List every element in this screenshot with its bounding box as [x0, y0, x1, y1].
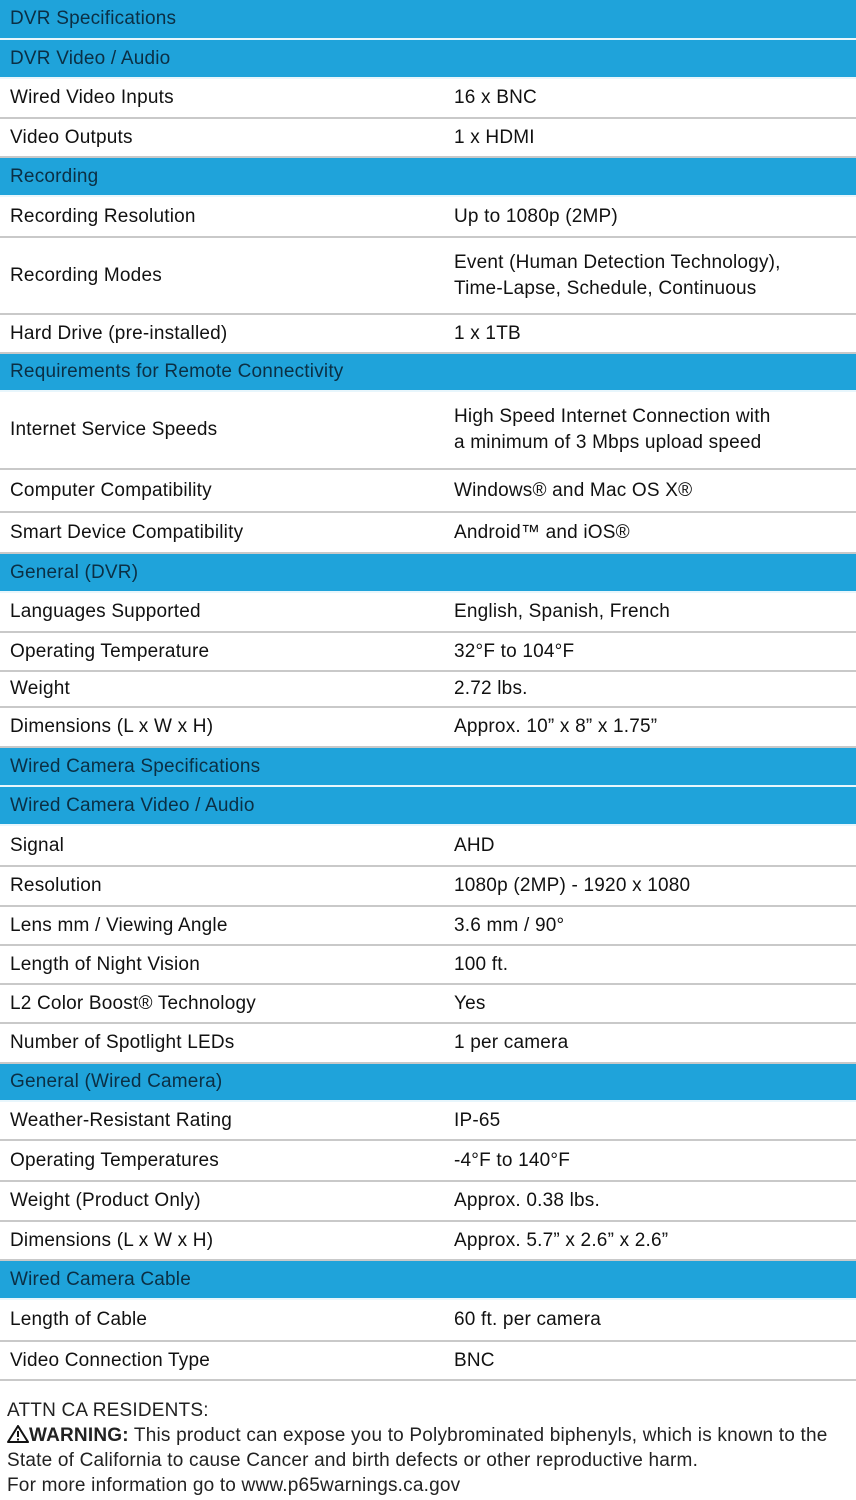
warning-label: WARNING: [29, 1425, 129, 1446]
section-header-title: Wired Camera Video / Audio [10, 794, 255, 816]
spec-value: English, Spanish, French [454, 601, 671, 622]
spec-row [0, 1024, 856, 1064]
spec-row [0, 672, 856, 708]
section-header [0, 554, 856, 593]
spec-row [0, 1182, 856, 1222]
spec-row [0, 1222, 856, 1261]
spec-row [0, 1102, 856, 1141]
spec-value: Android™ and iOS® [454, 521, 630, 543]
spec-label: Length of Night Vision [10, 953, 200, 975]
spec-label: Recording Resolution [10, 205, 196, 227]
section-header [0, 158, 856, 197]
spec-value: AHD [454, 834, 495, 856]
spec-value: 1 per camera [454, 1032, 569, 1053]
spec-value: Windows® and Mac OS X® [454, 479, 693, 501]
spec-row [0, 593, 856, 633]
spec-label: Computer Compatibility [10, 479, 212, 501]
spec-label: Dimensions (L x W x H) [10, 1229, 214, 1251]
warning-heading: ATTN CA RESIDENTS: [7, 1400, 209, 1421]
spec-value: IP-65 [454, 1109, 501, 1131]
section-header [0, 748, 856, 787]
spec-label: Dimensions (L x W x H) [10, 716, 214, 737]
spec-row [0, 315, 856, 354]
spec-value: 60 ft. per camera [454, 1309, 602, 1330]
warning-body [7, 1423, 847, 1473]
warning-more-info: For more information go to www.p65warnings.ca.gov [7, 1475, 461, 1496]
ca-warning [7, 1398, 847, 1498]
spec-label: Video Connection Type [10, 1349, 210, 1371]
spec-row [0, 79, 856, 119]
spec-value: BNC [454, 1349, 495, 1371]
section-header-title: DVR Specifications [10, 8, 177, 29]
spec-value: Approx. 0.38 lbs. [454, 1190, 600, 1211]
spec-label: Length of Cable [10, 1309, 148, 1330]
spec-value: Approx. 10” x 8” x 1.75” [454, 716, 658, 737]
spec-row [0, 708, 856, 748]
spec-value: 100 ft. [454, 953, 509, 975]
spec-row [0, 867, 856, 907]
spec-value: 3.6 mm / 90° [454, 914, 565, 936]
spec-row [0, 1141, 856, 1182]
spec-value: Up to 1080p (2MP) [454, 205, 618, 227]
spec-row [0, 1300, 856, 1342]
spec-label: Video Outputs [10, 126, 133, 148]
section-header-title: Wired Camera Specifications [10, 755, 261, 777]
spec-value: Yes [454, 992, 486, 1014]
spec-label: Operating Temperatures [10, 1149, 219, 1171]
spec-label: Internet Service Speeds [10, 419, 218, 440]
spec-value: -4°F to 140°F [454, 1149, 571, 1171]
spec-row [0, 238, 856, 315]
spec-label: Number of Spotlight LEDs [10, 1032, 235, 1053]
spec-row [0, 907, 856, 946]
spec-row [0, 1342, 856, 1381]
spec-row [0, 197, 856, 238]
section-header-title: Wired Camera Cable [10, 1268, 191, 1290]
warning-triangle-icon [7, 1425, 29, 1443]
section-header [0, 0, 856, 40]
spec-label: Signal [10, 834, 65, 856]
section-header [0, 1064, 856, 1102]
spec-label: Resolution [10, 875, 102, 896]
section-header-title: Requirements for Remote Connectivity [10, 361, 344, 382]
section-header-title: General (Wired Camera) [10, 1071, 223, 1092]
spec-value: 32°F to 104°F [454, 640, 575, 662]
spec-value: 2.72 lbs. [454, 678, 528, 699]
spec-row [0, 826, 856, 867]
spec-label: Weight [10, 678, 70, 699]
spec-value: Approx. 5.7” x 2.6” x 2.6” [454, 1229, 669, 1251]
spec-label: Recording Modes [10, 264, 162, 286]
section-header [0, 354, 856, 392]
spec-row [0, 513, 856, 554]
spec-row [0, 633, 856, 672]
spec-label: Smart Device Compatibility [10, 521, 244, 543]
section-header-title: Recording [10, 165, 99, 187]
spec-label: Weather-Resistant Rating [10, 1109, 232, 1131]
spec-row [0, 470, 856, 513]
spec-label: Languages Supported [10, 601, 201, 622]
spec-label: Weight (Product Only) [10, 1190, 201, 1211]
spec-label: Lens mm / Viewing Angle [10, 914, 228, 936]
section-header [0, 1261, 856, 1300]
spec-value: Event (Human Detection Technology), Time-Lapse, Schedule, Continuous [454, 251, 781, 299]
spec-value: 1080p (2MP) - 1920 x 1080 [454, 875, 691, 896]
warning-text: This product can expose you to Polybrominated biphenyls, which is known to the State of California to cause Cancer and birth defects or other reproductive harm. [7, 1425, 828, 1471]
spec-value: 1 x 1TB [454, 322, 521, 344]
spec-label: Operating Temperature [10, 640, 210, 662]
spec-label: Wired Video Inputs [10, 87, 174, 108]
spec-row [0, 392, 856, 470]
section-header [0, 40, 856, 79]
spec-value: High Speed Internet Connection with a minimum of 3 Mbps upload speed [454, 406, 771, 453]
section-header-title: DVR Video / Audio [10, 47, 171, 69]
spec-value: 1 x HDMI [454, 126, 535, 148]
spec-label: L2 Color Boost® Technology [10, 992, 256, 1014]
section-header-title: General (DVR) [10, 561, 139, 583]
section-header [0, 787, 856, 826]
spec-label: Hard Drive (pre-installed) [10, 322, 228, 344]
spec-row [0, 946, 856, 985]
spec-row [0, 119, 856, 158]
spec-value: 16 x BNC [454, 87, 537, 108]
spec-row [0, 985, 856, 1024]
